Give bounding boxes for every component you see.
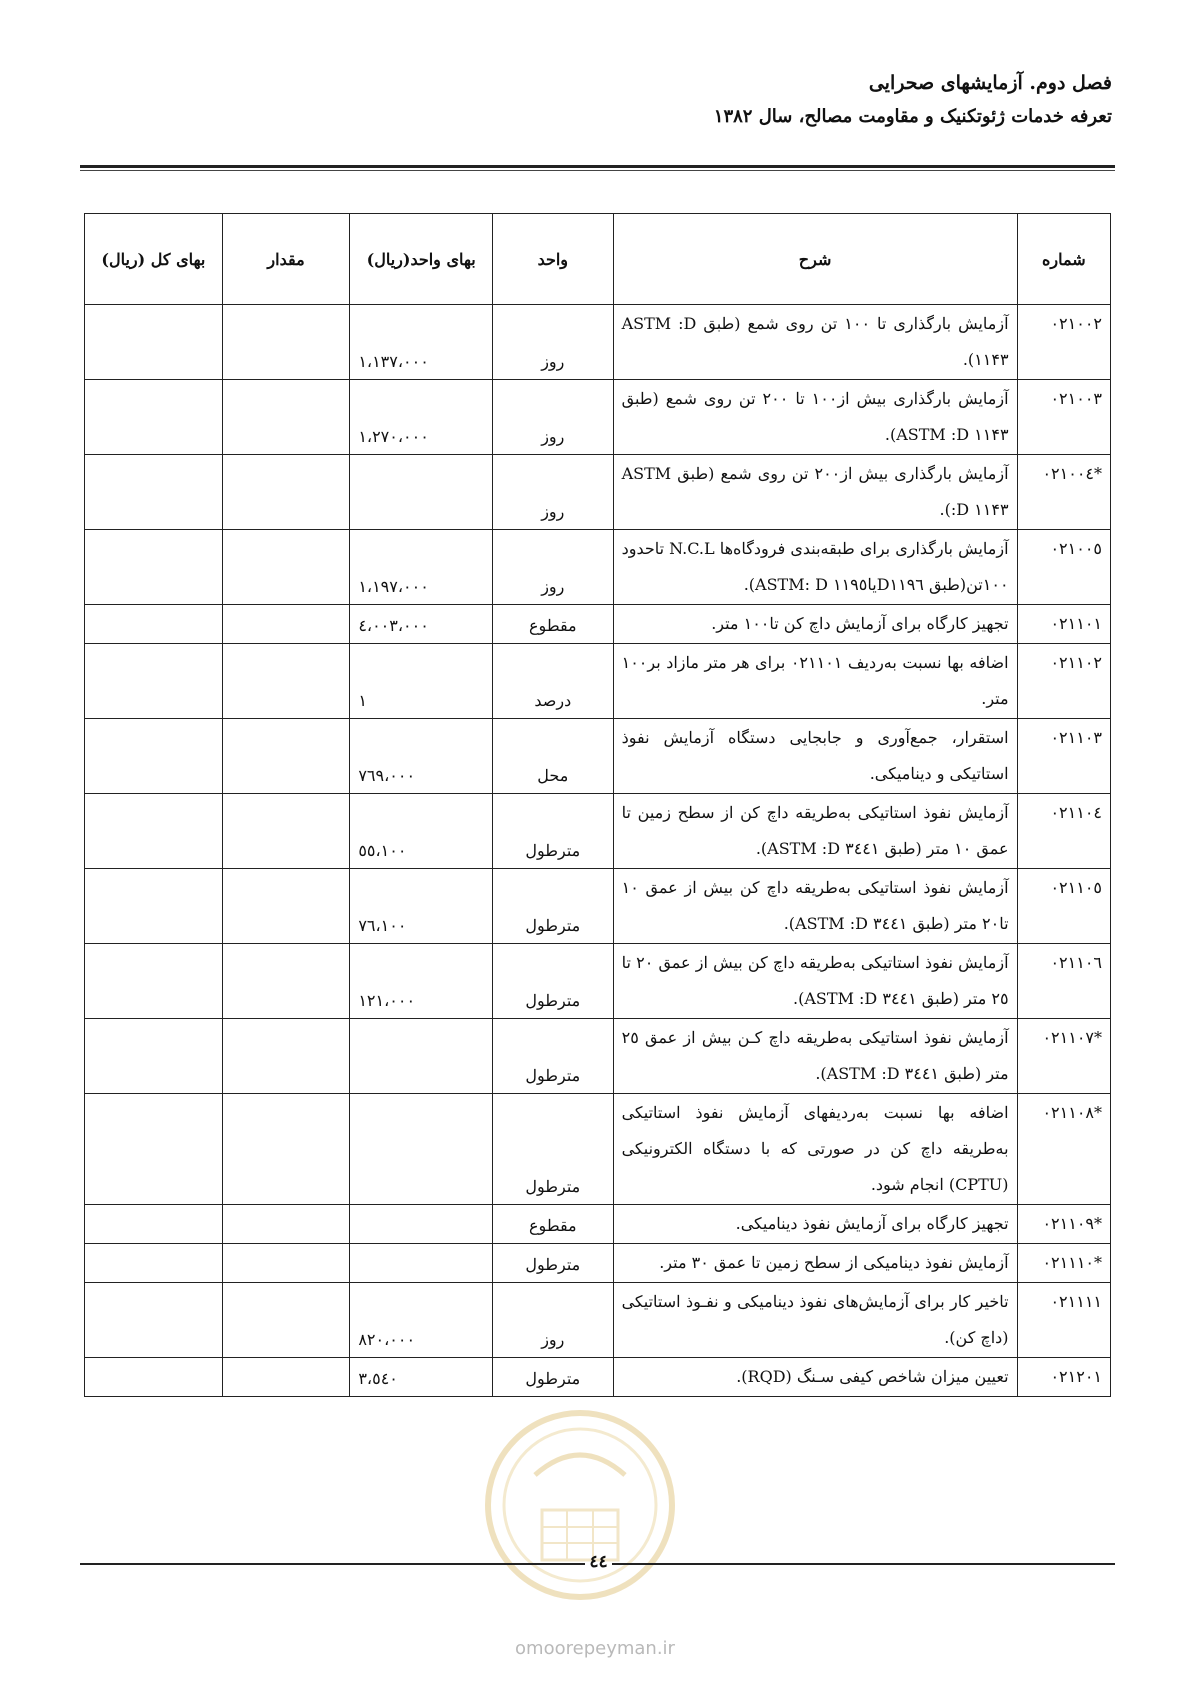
column-header-number: شماره <box>1017 214 1110 305</box>
row-unit-price <box>350 1205 493 1244</box>
row-quantity <box>222 1244 350 1283</box>
row-description: تجهیز کارگاه برای آزمایش نفوذ دینامیکی. <box>613 1205 1017 1244</box>
row-number: ۰۲۱۱۱۱ <box>1017 1283 1110 1358</box>
column-header-description: شرح <box>613 214 1017 305</box>
row-quantity <box>222 1205 350 1244</box>
row-unit-price: ۳،٥٤۰ <box>350 1358 493 1397</box>
row-quantity <box>222 1358 350 1397</box>
row-unit: مترطول <box>493 794 614 869</box>
row-description: تاخیر کار برای آزمایش‌های نفوذ دینامیکی و نفـوذ استاتیکی (داچ کن). <box>613 1283 1017 1358</box>
row-total-price <box>85 1283 223 1358</box>
row-unit: روز <box>493 380 614 455</box>
row-number: ۰۲۱۰۰۳ <box>1017 380 1110 455</box>
column-header-total-price: بهای کل (ریال) <box>85 214 223 305</box>
row-total-price <box>85 944 223 1019</box>
row-description: استقرار، جمع‌آوری و جابجایی دستگاه آزمایش نفوذ استاتیکی و دینامیکی. <box>613 719 1017 794</box>
row-unit: روز <box>493 530 614 605</box>
row-description: آزمایش بارگذاری تا ۱۰۰ تن روی شمع (طبق ASTM :D ۱۱۴۳). <box>613 305 1017 380</box>
row-description: آزمایش نفوذ استاتیکی به‌طریقه داچ کن بیش از عمق ۲۰ تا ۲٥ متر (طبق ۳٤٤۱ ASTM :D). <box>613 944 1017 1019</box>
row-quantity <box>222 605 350 644</box>
row-unit-price: ٥٥،۱۰۰ <box>350 794 493 869</box>
row-unit: مترطول <box>493 1094 614 1205</box>
row-quantity <box>222 305 350 380</box>
row-number: ۰۲۱۱۰٦ <box>1017 944 1110 1019</box>
row-quantity <box>222 1019 350 1094</box>
row-unit: مقطوع <box>493 1205 614 1244</box>
row-unit: روز <box>493 455 614 530</box>
document-subtitle: تعرفه خدمات ژئوتکنیک و مقاومت مصالح، سال ۱۳۸۲ <box>713 106 1112 127</box>
table-row <box>85 944 1111 1019</box>
row-total-price <box>85 1205 223 1244</box>
row-quantity <box>222 455 350 530</box>
row-unit-price <box>350 1244 493 1283</box>
row-number: ۰۲۱۲۰۱ <box>1017 1358 1110 1397</box>
row-number: ۰۲۱۰۰۲ <box>1017 305 1110 380</box>
row-total-price <box>85 605 223 644</box>
row-total-price <box>85 530 223 605</box>
row-number: ۰۲۱۰۰٥ <box>1017 530 1110 605</box>
table-row <box>85 455 1111 530</box>
table-row <box>85 1019 1111 1094</box>
table-row <box>85 380 1111 455</box>
footer-rule-left <box>80 1563 585 1565</box>
table-row <box>85 1244 1111 1283</box>
row-unit: مترطول <box>493 1358 614 1397</box>
table-row <box>85 869 1111 944</box>
row-total-price <box>85 1094 223 1205</box>
row-description: آزمایش نفوذ دینامیکی از سطح زمین تا عمق ۳۰ متر. <box>613 1244 1017 1283</box>
row-total-price <box>85 1019 223 1094</box>
page-number: ٤٤ <box>589 1552 608 1572</box>
row-description: تعیین میزان شاخص کیفی سـنگ (RQD). <box>613 1358 1017 1397</box>
row-unit: روز <box>493 305 614 380</box>
row-quantity <box>222 719 350 794</box>
row-description: تجهیز کارگاه برای آزمایش داچ کن تا۱۰۰ متر. <box>613 605 1017 644</box>
table-row <box>85 644 1111 719</box>
row-unit-price: ۷٦۹،۰۰۰ <box>350 719 493 794</box>
watermark-text: omoorepeyman.ir <box>515 1638 675 1659</box>
row-total-price <box>85 1358 223 1397</box>
row-unit-price: ۱۲۱،۰۰۰ <box>350 944 493 1019</box>
row-total-price <box>85 719 223 794</box>
row-unit-price: ٤،۰۰۳،۰۰۰ <box>350 605 493 644</box>
table-row <box>85 1283 1111 1358</box>
tariff-table <box>84 213 1111 1397</box>
chapter-title: فصل دوم. آزمایشهای صحرایی <box>868 72 1112 94</box>
footer-rule-right <box>612 1563 1115 1565</box>
table-row <box>85 794 1111 869</box>
row-quantity <box>222 1094 350 1205</box>
row-number: *۰۲۱۰۰٤ <box>1017 455 1110 530</box>
table-row <box>85 605 1111 644</box>
row-unit-price <box>350 1094 493 1205</box>
table-row <box>85 530 1111 605</box>
header-rule-thin <box>80 170 1115 171</box>
row-quantity <box>222 380 350 455</box>
row-unit: مترطول <box>493 1019 614 1094</box>
table-body <box>85 305 1111 1397</box>
page-header <box>714 72 1112 127</box>
row-unit: محل <box>493 719 614 794</box>
table-header-row <box>85 214 1111 305</box>
row-unit-price <box>350 455 493 530</box>
row-total-price <box>85 305 223 380</box>
row-description: آزمایش نفوذ استاتیکی به‌طریقه داچ کـن بیش از عمق ۲٥ متر (طبق ۳٤٤۱ ASTM :D). <box>613 1019 1017 1094</box>
row-description: اضافه بها نسبت به‌ردیفهای آزمایش نفوذ استاتیکی به‌طریقه داچ کن در صورتی که با دستگاه الکترونیکی (CPTU) انجام شود. <box>613 1094 1017 1205</box>
row-total-price <box>85 1244 223 1283</box>
row-number: ۰۲۱۱۰٥ <box>1017 869 1110 944</box>
table-row <box>85 719 1111 794</box>
row-quantity <box>222 794 350 869</box>
row-description: آزمایش بارگذاری بیش از۱۰۰ تا ۲۰۰ تن روی شمع (طبق ASTM :D ۱۱۴۳). <box>613 380 1017 455</box>
row-number: *۰۲۱۱۰۷ <box>1017 1019 1110 1094</box>
row-total-price <box>85 869 223 944</box>
row-description: آزمایش بارگذاری بیش از۲۰۰ تن روی شمع (طبق ASTM :D ۱۱۴۳). <box>613 455 1017 530</box>
table-row <box>85 1358 1111 1397</box>
row-total-price <box>85 380 223 455</box>
row-unit: مترطول <box>493 944 614 1019</box>
row-total-price <box>85 794 223 869</box>
row-number: ۰۲۱۱۰۲ <box>1017 644 1110 719</box>
header-rule-thick <box>80 165 1115 168</box>
row-unit-price: ۱،۱۳۷،۰۰۰ <box>350 305 493 380</box>
row-number: ۰۲۱۱۰۱ <box>1017 605 1110 644</box>
row-number: ۰۲۱۱۰٤ <box>1017 794 1110 869</box>
row-description: اضافه بها نسبت به‌ردیف ۰۲۱۱۰۱ برای هر متر مازاد بر۱۰۰ متر. <box>613 644 1017 719</box>
seal-watermark-icon <box>480 1405 680 1605</box>
row-unit-price <box>350 1019 493 1094</box>
row-description: آزمایش نفوذ استاتیکی به‌طریقه داچ کن از سطح زمین تا عمق ۱۰ متر (طبق ۳٤٤۱ ASTM :D). <box>613 794 1017 869</box>
row-quantity <box>222 644 350 719</box>
row-number: *۰۲۱۱۰۸ <box>1017 1094 1110 1205</box>
row-unit-price: ۱ <box>350 644 493 719</box>
row-description: آزمایش بارگذاری برای طبقه‌بندی فرودگاه‌ها N.C.L تاحدود ۱۰۰تن(طبق D۱۱۹٦یا۱۱۹٥ ASTM: D). <box>613 530 1017 605</box>
table-row <box>85 1094 1111 1205</box>
row-quantity <box>222 869 350 944</box>
row-unit: درصد <box>493 644 614 719</box>
row-quantity <box>222 944 350 1019</box>
row-description: آزمایش نفوذ استاتیکی به‌طریقه داچ کن بیش از عمق ۱۰ تا۲۰ متر (طبق ۳٤٤۱ ASTM :D). <box>613 869 1017 944</box>
column-header-quantity: مقدار <box>222 214 350 305</box>
row-unit: روز <box>493 1283 614 1358</box>
column-header-unit: واحد <box>493 214 614 305</box>
row-quantity <box>222 1283 350 1358</box>
row-unit-price: ۱،۱۹۷،۰۰۰ <box>350 530 493 605</box>
row-number: *۰۲۱۱۰۹ <box>1017 1205 1110 1244</box>
row-number: *۰۲۱۱۱۰ <box>1017 1244 1110 1283</box>
row-unit-price: ۷٦،۱۰۰ <box>350 869 493 944</box>
row-quantity <box>222 530 350 605</box>
row-unit-price: ۸۲۰،۰۰۰ <box>350 1283 493 1358</box>
row-unit: مترطول <box>493 1244 614 1283</box>
table-row <box>85 305 1111 380</box>
row-unit: مترطول <box>493 869 614 944</box>
row-unit: مقطوع <box>493 605 614 644</box>
row-unit-price: ۱،۲۷۰،۰۰۰ <box>350 380 493 455</box>
column-header-unit-price: بهای واحد(ریال) <box>350 214 493 305</box>
row-total-price <box>85 644 223 719</box>
row-number: ۰۲۱۱۰۳ <box>1017 719 1110 794</box>
row-total-price <box>85 455 223 530</box>
table-row <box>85 1205 1111 1244</box>
